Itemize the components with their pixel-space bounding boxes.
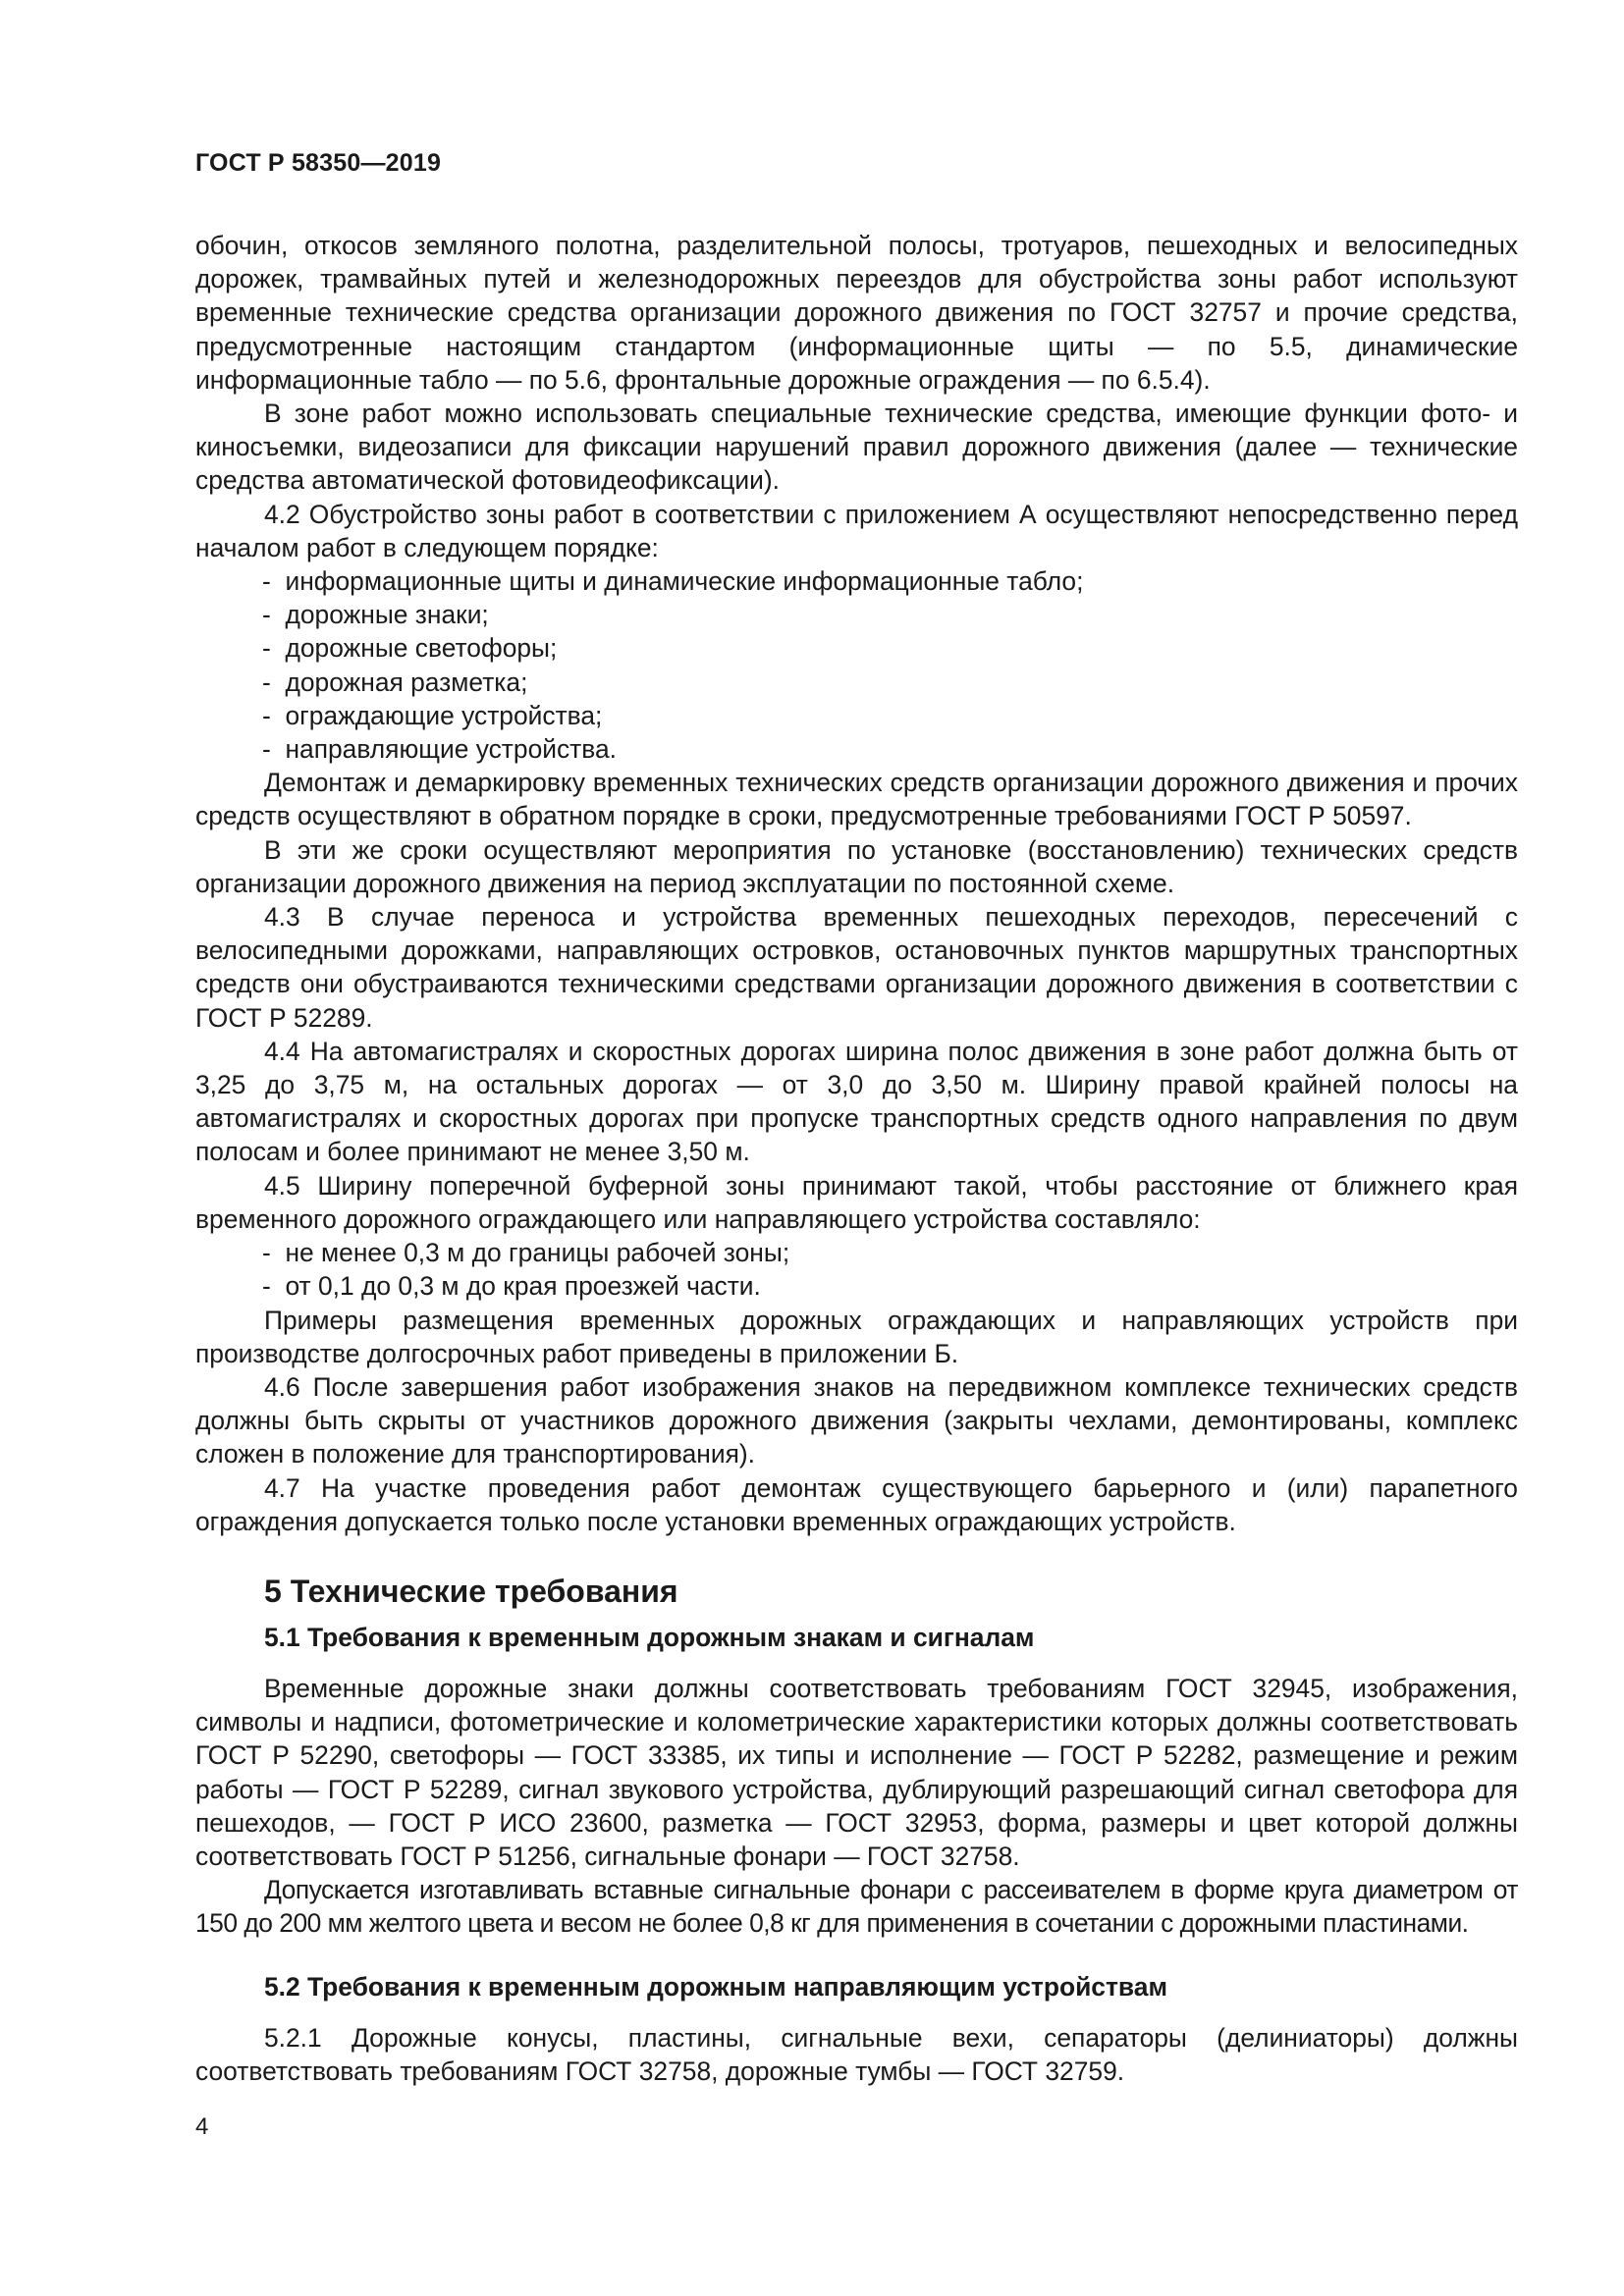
list-item: - ограждающие устройства;: [195, 699, 1518, 732]
paragraph: Демонтаж и демаркировку временных технических средств организации дорожного движения и прочих средств осуществляют в обратном порядке в сроки, предусмотренные требованиями ГОСТ Р 50597.: [195, 768, 1518, 831]
page-body: [195, 229, 1518, 2088]
paragraph-continued: обочин, откосов земляного полотна, разделительной полосы, тротуаров, пешеходных и велосипедных дорожек, трамвайных путей и железнодорожных переездов для обустройства зоны работ используют временные технические средства организации дорожного движения по ГОСТ 32757 и прочие средства, предусмотренные настоящим стандартом (информационные щиты — по 5.5, динамические информационные табло — по 5.6, фронтальные дорожные ограждения — по 6.5.4).: [195, 231, 1518, 395]
paragraph-4-4: 4.4 На автомагистралях и скоростных дорогах ширина полос движения в зоне работ должна быть от 3,25 до 3,75 м, на остальных дорогах — от 3,0 до 3,50 м. Ширину правой крайней полосы на автомагистралях и скоростных дорогах при пропуске транспортных средств одного направления по двум полосам и более принимают не менее 3,50 м.: [195, 1036, 1518, 1167]
paragraph-4-3: 4.3 В случае переноса и устройства временных пешеходных переходов, пересечений с велосипедными дорожками, направляющих островков, остановочных пунктов маршрутных транспортных средств они обустраиваются техническими средствами организации дорожного движения в соответствии с ГОСТ Р 52289.: [195, 902, 1518, 1033]
section-5-heading: 5 Технические требования: [264, 1573, 678, 1609]
subsection-5-1-heading: 5.1 Требования к временным дорожным знакам и сигналам: [264, 1622, 1035, 1652]
paragraph-5-2-1: 5.2.1 Дорожные конусы, пластины, сигнальные вехи, сепараторы (делиниаторы) должны соответствовать требованиям ГОСТ 32758, дорожные тумбы — ГОСТ 32759.: [195, 2022, 1518, 2086]
list-item: - направляющие устройства.: [195, 732, 1518, 766]
standard-code-header: ГОСТ Р 58350—2019: [195, 149, 442, 177]
subsection-5-2-heading: 5.2 Требования к временным дорожным направляющим устройствам: [264, 1971, 1167, 2002]
list-item: - не менее 0,3 м до границы рабочей зоны;: [195, 1236, 1518, 1269]
page-number: 4: [195, 2113, 209, 2140]
paragraph: В эти же сроки осуществляют мероприятия по установке (восстановлению) технических средств организации дорожного движения на период эксплуатации по постоянной схеме.: [195, 834, 1518, 898]
list-item: - от 0,1 до 0,3 м до края проезжей части.: [195, 1269, 1518, 1303]
paragraph-4-7: 4.7 На участке проведения работ демонтаж существующего барьерного и (или) парапетного ограждения допускается только после установки временных ограждающих устройств.: [195, 1472, 1518, 1536]
paragraph: Допускается изготавливать вставные сигнальные фонари с рассеивателем в форме круга диаметром от 150 до 200 мм желтого цвета и весом не более 0,8 кг для применения в сочетании с дорожными пластинами.: [195, 1875, 1518, 1939]
paragraph: Примеры размещения временных дорожных ограждающих и направляющих устройств при производстве долгосрочных работ приведены в приложении Б.: [195, 1305, 1518, 1368]
paragraph: Временные дорожные знаки должны соответствовать требованиям ГОСТ 32945, изображения, символы и надписи, фотометрические и колометрические характеристики которых должны соответствовать ГОСТ Р 52290, светофоры — ГОСТ 33385, их типы и исполнение — ГОСТ Р 52282, размещение и режим работы — ГОСТ Р 52289, сигнал звукового устройства, дублирующий разрешающий сигнал светофора для пешеходов, — ГОСТ Р ИСО 23600, разметка — ГОСТ 32953, форма, размеры и цвет которой должны соответствовать ГОСТ Р 51256, сигнальные фонари — ГОСТ 32758.: [195, 1673, 1518, 1871]
list-item: - дорожные знаки;: [195, 598, 1518, 631]
list-item: - информационные щиты и динамические информационные табло;: [195, 564, 1518, 598]
list-item: - дорожная разметка;: [195, 666, 1518, 699]
list-item: - дорожные светофоры;: [195, 631, 1518, 665]
paragraph-4-6: 4.6 После завершения работ изображения знаков на передвижном комплексе технических средств должны быть скрыты от участников дорожного движения (закрыты чехлами, демонтированы, комплекс сложен в положение для транспортирования).: [195, 1371, 1518, 1469]
paragraph: В зоне работ можно использовать специальные технические средства, имеющие функции фото- и киносъемки, видеозаписи для фиксации нарушений правил дорожного движения (далее — технические средства автоматической фотовидеофиксации).: [195, 399, 1518, 496]
paragraph-4-5: 4.5 Ширину поперечной буферной зоны принимают такой, чтобы расстояние от ближнего края временного дорожного ограждающего или направляющего устройства составляло:: [195, 1170, 1518, 1234]
paragraph-4-2: 4.2 Обустройство зоны работ в соответствии с приложением А осуществляют непосредственно перед началом работ в следующем порядке:: [195, 499, 1518, 562]
